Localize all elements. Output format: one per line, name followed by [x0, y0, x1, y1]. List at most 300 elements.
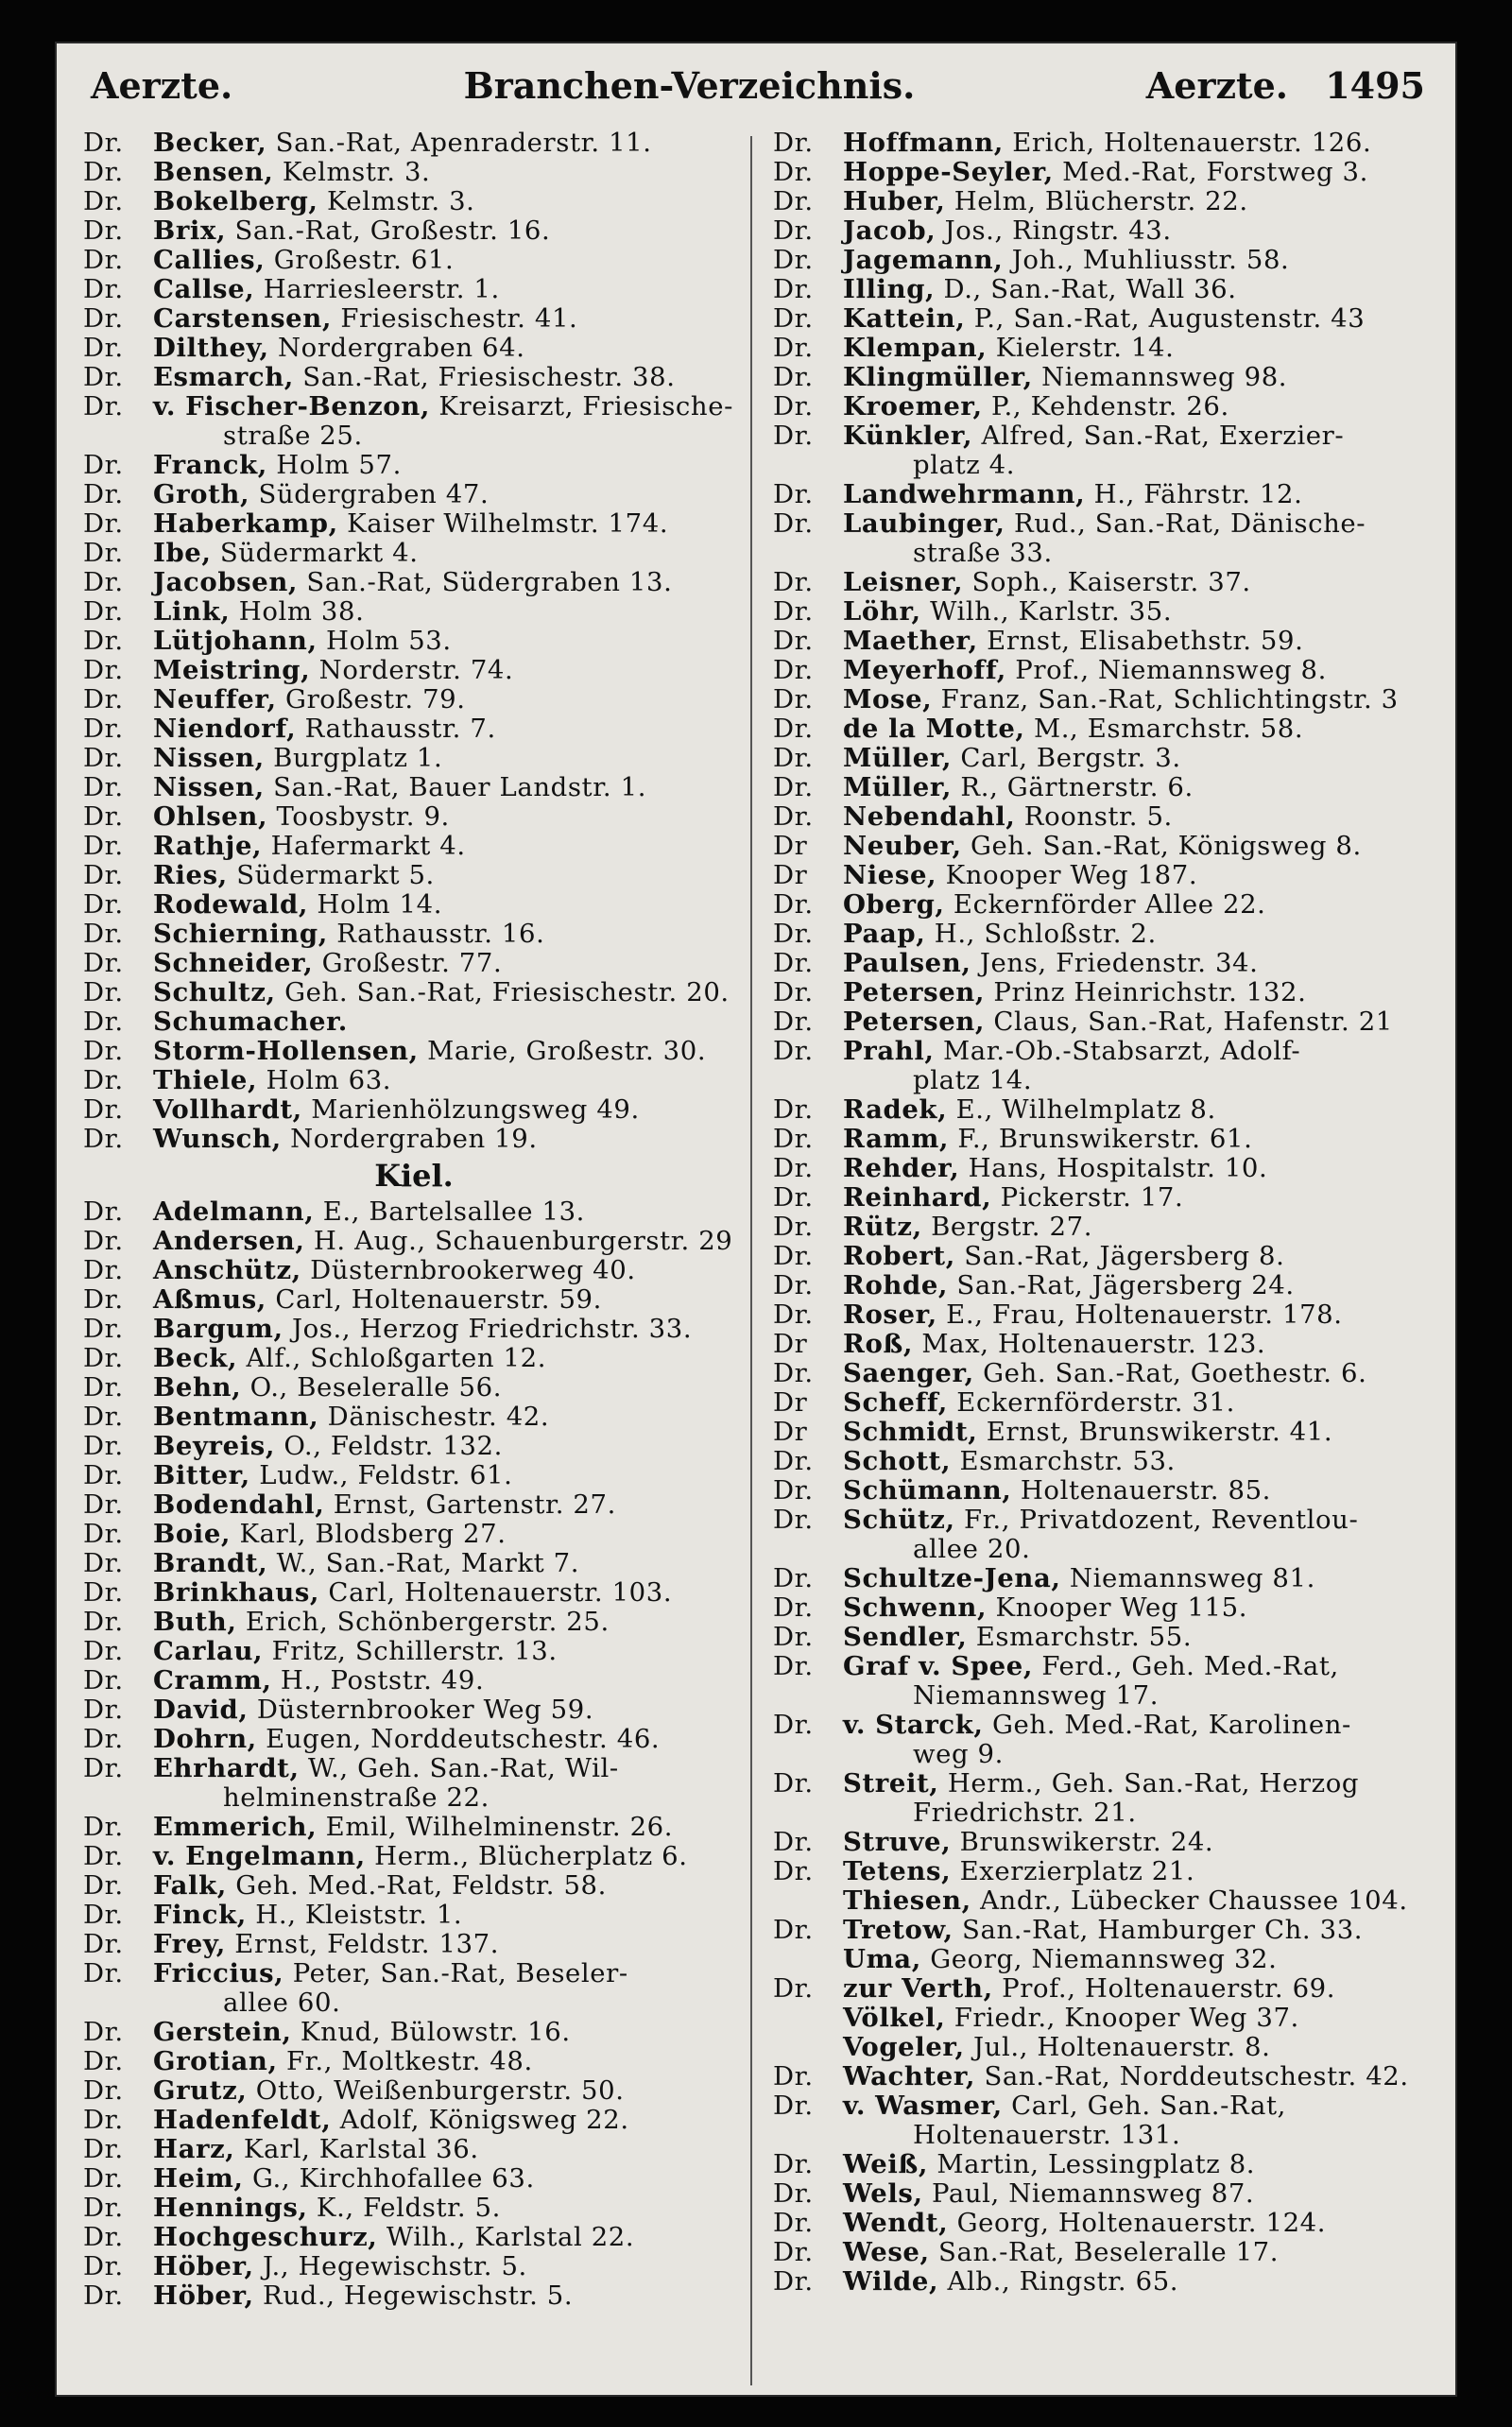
page-header — [91, 49, 1425, 121]
directory-entry — [773, 2179, 1435, 2209]
entry-address: Herm., Geh. San.-Rat, Herzog — [938, 1768, 1360, 1799]
entry-title: Dr. — [83, 2251, 124, 2281]
entry-title: Dr. — [83, 1841, 124, 1871]
entry-title: Dr. — [773, 215, 814, 246]
directory-entry — [83, 1959, 745, 2018]
entry-address: Carl, Holtenauerstr. 59. — [266, 1284, 602, 1315]
entry-name: Ramm, — [843, 1124, 950, 1154]
entry-title: Dr. — [83, 2046, 124, 2076]
entry-title: Dr. — [773, 508, 814, 539]
entry-title: Dr. — [773, 1300, 814, 1330]
directory-entry — [83, 1066, 745, 1095]
directory-entry — [773, 1154, 1435, 1183]
entry-title: Dr. — [83, 1665, 124, 1695]
directory-entry — [773, 129, 1435, 158]
entry-name: Rütz, — [843, 1212, 922, 1242]
directory-entry — [83, 1637, 745, 1666]
directory-entry — [83, 714, 745, 744]
header-title: Branchen-Verzeichnis. — [463, 63, 916, 107]
entry-address: Exerzierplatz 21. — [951, 1856, 1195, 1886]
entry-name: Schultze-Jena, — [843, 1563, 1061, 1593]
entry-title: Dr. — [83, 626, 124, 656]
header-section-label: Aerzte. — [91, 63, 233, 107]
entry-address: Knooper Weg 187. — [936, 860, 1198, 890]
entry-name: Storm-Hollensen, — [153, 1036, 419, 1066]
entry-address: Ernst, Elisabethstr. 59. — [977, 626, 1304, 656]
entry-address: E., Wilhelmplatz 8. — [947, 1094, 1216, 1125]
directory-entry — [83, 2047, 745, 2076]
entry-title: Dr. — [773, 714, 814, 744]
entry-name: Lütjohann, — [153, 626, 318, 656]
directory-entry — [83, 1901, 745, 1930]
entry-title: Dr. — [773, 274, 814, 304]
entry-title: Dr. — [773, 1768, 814, 1799]
entry-address: San.-Rat, Südergraben 13. — [298, 567, 673, 597]
entry-address: Esmarchstr. 55. — [967, 1622, 1193, 1652]
entry-name: Bokelberg, — [153, 186, 318, 216]
entry-address: H., Kleiststr. 1. — [246, 1900, 463, 1930]
directory-entry — [773, 1828, 1435, 1857]
entry-name: Hadenfeldt, — [153, 2105, 332, 2135]
entry-name: Wels, — [843, 2178, 923, 2209]
entry-address: F., Brunswikerstr. 61. — [949, 1124, 1253, 1154]
entry-name: Grutz, — [153, 2075, 248, 2106]
entry-title: Dr. — [83, 1548, 124, 1578]
entry-title: Dr. — [83, 1065, 124, 1095]
entry-title: Dr. — [83, 1036, 124, 1066]
entry-name: Rehder, — [843, 1153, 960, 1183]
entry-title: Dr. — [773, 333, 814, 363]
entry-name: Frey, — [153, 1929, 226, 1959]
directory-entry — [83, 187, 745, 216]
directory-entry — [83, 451, 745, 480]
entry-name: Petersen, — [843, 977, 986, 1007]
entry-address: Bergstr. 27. — [921, 1212, 1093, 1242]
entry-name: Emmerich, — [153, 1812, 318, 1842]
entry-title: Dr — [773, 831, 808, 861]
entry-address: Ferd., Geh. Med.-Rat, — [1033, 1651, 1339, 1681]
entry-title: Dr. — [773, 245, 814, 275]
entry-address: Holm 63. — [257, 1065, 392, 1095]
entry-title: Dr — [773, 860, 808, 890]
directory-entry — [83, 1432, 745, 1461]
entry-title: Dr. — [773, 2208, 814, 2238]
entry-name: Künkler, — [843, 421, 973, 451]
entry-name: Petersen, — [843, 1007, 986, 1037]
directory-entry — [773, 1271, 1435, 1300]
directory-entry — [773, 1506, 1435, 1564]
directory-entry — [773, 2091, 1435, 2150]
entry-name: Link, — [153, 596, 231, 627]
directory-entry — [83, 2106, 745, 2135]
entry-address: Karl, Blodsberg 27. — [231, 1519, 507, 1549]
entry-title: Dr. — [83, 1402, 124, 1432]
entry-name: Rodewald, — [153, 889, 309, 920]
entry-address: Pickerstr. 17. — [991, 1182, 1184, 1213]
entry-name: Jacob, — [843, 215, 936, 246]
entry-title: Dr. — [773, 2178, 814, 2209]
entry-title: Dr. — [83, 128, 124, 158]
entry-address: J., Hegewischstr. 5. — [253, 2251, 527, 2281]
entry-address: allee 60. — [223, 1988, 341, 2018]
directory-entry — [83, 158, 745, 187]
entry-address: Fritz, Schillerstr. 13. — [263, 1636, 558, 1666]
entry-address: San.-Rat, Großestr. 16. — [226, 215, 551, 246]
directory-entry — [773, 802, 1435, 832]
entry-address: Ernst, Gartenstr. 27. — [324, 1489, 616, 1520]
entry-address: Rud., Hegewischstr. 5. — [253, 2281, 574, 2311]
directory-entry — [83, 304, 745, 334]
entry-address: O., Beseleralle 56. — [241, 1372, 503, 1403]
entry-title: Dr. — [83, 391, 124, 422]
entry-address: Ernst, Feldstr. 137. — [225, 1929, 500, 1959]
entry-address: Nordergraben 64. — [268, 333, 525, 363]
entry-name: Prahl, — [843, 1036, 935, 1066]
entry-title: Dr. — [83, 2163, 124, 2194]
directory-entry — [83, 1285, 745, 1315]
entry-address: H. Aug., Schauenburgerstr. 29 — [304, 1226, 733, 1256]
directory-entry — [773, 392, 1435, 422]
entry-name: Roser, — [843, 1300, 937, 1330]
entry-name: Dilthey, — [153, 333, 269, 363]
entry-name: Schott, — [843, 1446, 952, 1476]
entry-title: Dr. — [83, 1431, 124, 1461]
entry-title: Dr. — [773, 1827, 814, 1857]
directory-entry — [773, 1330, 1435, 1359]
entry-address: Holm 38. — [230, 596, 365, 627]
entry-address: Dänischestr. 42. — [318, 1402, 550, 1432]
directory-entry — [773, 2267, 1435, 2297]
entry-title: Dr. — [773, 567, 814, 597]
entry-name: Löhr, — [843, 596, 921, 627]
directory-entry — [773, 1037, 1435, 1095]
entry-address: Fr., Privatdozent, Reventlou- — [954, 1505, 1359, 1535]
entry-name: Meyerhoff, — [843, 655, 1006, 685]
directory-entry — [83, 1549, 745, 1578]
entry-title: Dr. — [83, 1372, 124, 1403]
entry-address: Niemannsweg 17. — [913, 1680, 1160, 1711]
entry-name: Paap, — [843, 919, 926, 949]
entry-name: Robert, — [843, 1241, 955, 1271]
directory-entry — [773, 861, 1435, 890]
entry-address: Niemannsweg 98. — [1032, 362, 1288, 392]
directory-entry — [773, 832, 1435, 861]
entry-name: Haberkamp, — [153, 508, 338, 539]
entry-title: Dr. — [773, 2237, 814, 2267]
entry-title: Dr. — [83, 1519, 124, 1549]
entry-title: Dr. — [83, 1958, 124, 1988]
entry-address: San.-Rat, Hamburger Ch. 33. — [953, 1915, 1364, 1945]
entry-name: Carlau, — [153, 1636, 264, 1666]
directory-entry — [773, 890, 1435, 920]
entry-address: M., Esmarchstr. 58. — [1024, 714, 1304, 744]
directory-entry — [773, 1007, 1435, 1037]
entry-title: Dr. — [773, 1036, 814, 1066]
directory-entry — [83, 246, 745, 275]
entry-name: Huber, — [843, 186, 946, 216]
directory-entry — [773, 1857, 1435, 1886]
entry-address: Joh., Muhliusstr. 58. — [1003, 245, 1290, 275]
entry-title: Dr. — [83, 831, 124, 861]
entry-title: Dr. — [83, 2017, 124, 2047]
directory-entry — [773, 158, 1435, 187]
entry-address: Erich, Schönbergerstr. 25. — [236, 1607, 610, 1637]
directory-entry — [773, 568, 1435, 597]
entry-name: Cramm, — [153, 1665, 272, 1695]
entry-name: Andersen, — [153, 1226, 305, 1256]
entry-title: Dr. — [773, 1856, 814, 1886]
entry-name: Boie, — [153, 1519, 232, 1549]
entry-title: Dr. — [773, 684, 814, 714]
directory-entry — [83, 656, 745, 685]
entry-title: Dr. — [773, 1915, 814, 1945]
directory-entry — [83, 1666, 745, 1695]
entry-address: Alf., Schloßgarten 12. — [237, 1343, 547, 1373]
directory-entry — [773, 1242, 1435, 1271]
entry-title: Dr. — [83, 538, 124, 568]
entry-address: allee 20. — [913, 1534, 1031, 1564]
directory-entry — [773, 1886, 1435, 1916]
entry-name: Schwenn, — [843, 1592, 988, 1623]
entry-title: Dr. — [773, 1622, 814, 1652]
entry-title: Dr. — [773, 1094, 814, 1125]
entry-address: Karl, Karlstal 36. — [234, 2134, 479, 2164]
entry-address: Großestr. 77. — [313, 948, 503, 978]
entry-name: Mose, — [843, 684, 933, 714]
entry-title: Dr. — [83, 772, 124, 802]
column-divider — [750, 136, 752, 2385]
entry-name: Carstensen, — [153, 303, 333, 334]
entry-address: Harriesleerstr. 1. — [254, 274, 500, 304]
entry-name: Harz, — [153, 2134, 235, 2164]
entry-address: Kielerstr. 14. — [987, 333, 1175, 363]
directory-page — [55, 42, 1457, 2397]
directory-entry — [773, 1916, 1435, 1945]
entry-name: Schumacher. — [153, 1007, 348, 1037]
directory-entry — [773, 2150, 1435, 2179]
directory-entry — [773, 2062, 1435, 2091]
entry-title: Dr. — [773, 1241, 814, 1271]
entry-name: Laubinger, — [843, 508, 1005, 539]
entry-name: Wachter, — [843, 2061, 976, 2091]
entry-title: Dr. — [83, 714, 124, 744]
entry-title: Dr. — [83, 1577, 124, 1608]
directory-entry — [773, 2209, 1435, 2238]
entry-name: Kroemer, — [843, 391, 983, 422]
entry-address: Jos., Ringstr. 43. — [936, 215, 1172, 246]
directory-entry — [83, 1578, 745, 1608]
directory-entry — [83, 1725, 745, 1754]
directory-entry — [83, 2223, 745, 2252]
entry-address: Alb., Ringstr. 65. — [938, 2266, 1179, 2297]
entry-name: Ohlsen, — [153, 801, 268, 832]
entry-name: Jagemann, — [843, 245, 1004, 275]
entry-name: Ibe, — [153, 538, 212, 568]
header-right-label: Aerzte. — [1145, 63, 1288, 107]
entry-address: Wilh., Karlstal 22. — [377, 2222, 635, 2252]
entry-address: Düsternbrooker Weg 59. — [248, 1695, 594, 1725]
entry-title: Dr. — [83, 1724, 124, 1754]
entry-name: Wilde, — [843, 2266, 939, 2297]
directory-entry — [83, 509, 745, 539]
entry-name: Landwehrmann, — [843, 479, 1086, 509]
entry-address: W., Geh. San.-Rat, Wil- — [299, 1753, 619, 1783]
entry-name: Finck, — [153, 1900, 247, 1930]
entry-name: Buth, — [153, 1607, 237, 1637]
entry-name: Rathje, — [153, 831, 263, 861]
directory-entry — [773, 1388, 1435, 1418]
entry-name: Dohrn, — [153, 1724, 257, 1754]
entry-address: H., Poststr. 49. — [271, 1665, 485, 1695]
entry-name: Franck, — [153, 450, 267, 480]
directory-entry — [83, 1842, 745, 1871]
directory-entry — [773, 920, 1435, 949]
entry-address: Hafermarkt 4. — [262, 831, 466, 861]
entry-name: v. Wasmer, — [843, 2091, 1003, 2121]
entry-title: Dr. — [773, 479, 814, 509]
entry-name: Roß, — [843, 1329, 914, 1359]
entry-title: Dr. — [83, 801, 124, 832]
directory-entry — [83, 1373, 745, 1403]
entry-title: Dr. — [83, 303, 124, 334]
entry-address: Roonstr. 5. — [1015, 801, 1173, 832]
entry-address: Carl, Holtenauerstr. 103. — [319, 1577, 673, 1608]
entry-name: Graf v. Spee, — [843, 1651, 1034, 1681]
entry-title: Dr. — [773, 362, 814, 392]
entry-name: Neuffer, — [153, 684, 277, 714]
entry-address: Friedrichstr. 21. — [913, 1798, 1137, 1828]
entry-name: Kattein, — [843, 303, 966, 334]
entry-address: San.-Rat, Bauer Landstr. 1. — [264, 772, 647, 802]
entry-title: Dr. — [773, 1153, 814, 1183]
entry-title: Dr. — [83, 2193, 124, 2223]
entry-title: Dr. — [773, 186, 814, 216]
entry-address: Hans, Hospitalstr. 10. — [959, 1153, 1268, 1183]
entry-address: Jos., Herzog Friedrichstr. 33. — [283, 1314, 693, 1344]
directory-entry — [83, 978, 745, 1007]
directory-entry — [773, 656, 1435, 685]
entry-title: Dr. — [773, 1973, 814, 2004]
header-right — [1146, 64, 1425, 107]
directory-entry — [83, 1871, 745, 1901]
entry-name: Schütz, — [843, 1505, 955, 1535]
entry-name: Becker, — [153, 128, 267, 158]
entry-address: Kreisarzt, Friesische- — [430, 391, 733, 422]
entry-address: Fr., Moltkestr. 48. — [277, 2046, 533, 2076]
directory-entry — [83, 480, 745, 509]
entry-title: Dr. — [83, 2075, 124, 2106]
entry-name: Meistring, — [153, 655, 311, 685]
entry-name: Schultz, — [153, 977, 276, 1007]
directory-entry — [83, 568, 745, 597]
entry-address: Ernst, Brunswikerstr. 41. — [977, 1417, 1333, 1447]
directory-entry — [83, 920, 745, 949]
entry-address: Carl, Geh. San.-Rat, — [1002, 2091, 1286, 2121]
directory-entry — [773, 1213, 1435, 1242]
entry-name: Müller, — [843, 772, 953, 802]
entry-title: Dr. — [773, 2091, 814, 2121]
entry-address: K., Feldstr. 5. — [307, 2193, 501, 2223]
entry-name: Maether, — [843, 626, 978, 656]
entry-name: Weiß, — [843, 2149, 929, 2179]
entry-name: Bensen, — [153, 157, 274, 187]
entry-name: Callies, — [153, 245, 266, 275]
entry-title: Dr. — [773, 655, 814, 685]
entry-address: Knooper Weg 115. — [987, 1592, 1248, 1623]
entry-title: Dr. — [773, 1505, 814, 1535]
entry-address: Großestr. 61. — [265, 245, 455, 275]
entry-address: Düsternbrookerweg 40. — [301, 1255, 636, 1285]
entry-name: Ehrhardt, — [153, 1753, 300, 1783]
directory-entry — [83, 1403, 745, 1432]
directory-entry — [773, 363, 1435, 392]
entry-title: Dr. — [83, 245, 124, 275]
entry-name: Heim, — [153, 2163, 244, 2194]
entry-title: Dr. — [83, 1343, 124, 1373]
entry-address: Prinz Heinrichstr. 132. — [985, 977, 1307, 1007]
directory-entry — [83, 949, 745, 978]
entry-title: Dr. — [773, 772, 814, 802]
entry-address: Südermarkt 5. — [227, 860, 435, 890]
entry-address: Wilh., Karlstr. 35. — [920, 596, 1173, 627]
entry-address: Rud., San.-Rat, Dänische- — [1005, 508, 1366, 539]
entry-address: platz 14. — [913, 1065, 1033, 1095]
entry-title: Dr. — [773, 1475, 814, 1506]
entry-address: Erich, Holtenauerstr. 126. — [1003, 128, 1372, 158]
directory-entry — [83, 861, 745, 890]
entry-title: Dr. — [83, 362, 124, 392]
directory-entry — [83, 832, 745, 861]
directory-entry — [83, 275, 745, 304]
page-number: 1495 — [1325, 63, 1425, 107]
entry-name: Hoppe-Seyler, — [843, 157, 1054, 187]
entry-name: de la Motte, — [843, 714, 1025, 744]
entry-title: Dr. — [83, 1929, 124, 1959]
directory-entry — [773, 1095, 1435, 1125]
entry-name: Neuber, — [843, 831, 962, 861]
directory-entry — [773, 1447, 1435, 1476]
entry-name: Beck, — [153, 1343, 238, 1373]
entry-title: Dr — [773, 1329, 808, 1359]
entry-address: Marie, Großestr. 30. — [418, 1036, 707, 1066]
entry-name: Völkel, — [843, 2003, 946, 2033]
entry-address: San.-Rat, Apenraderstr. 11. — [266, 128, 652, 158]
directory-entry — [773, 275, 1435, 304]
entry-name: Callse, — [153, 274, 255, 304]
directory-entry — [773, 480, 1435, 509]
entry-name: Tetens, — [843, 1856, 952, 1886]
entry-address: platz 4. — [913, 450, 1016, 480]
entry-name: Sendler, — [843, 1622, 968, 1652]
entry-title: Dr. — [83, 1636, 124, 1666]
entry-address: Brunswikerstr. 24. — [951, 1827, 1214, 1857]
directory-entry — [83, 1813, 745, 1842]
entry-title: Dr. — [773, 2061, 814, 2091]
entry-name: Hennings, — [153, 2193, 308, 2223]
entry-title: Dr — [773, 1387, 808, 1418]
entry-name: Tretow, — [843, 1915, 954, 1945]
entry-name: Nissen, — [153, 743, 265, 773]
entry-address: G., Kirchhofallee 63. — [243, 2163, 535, 2194]
directory-entry — [773, 744, 1435, 773]
directory-entry — [773, 2033, 1435, 2062]
entry-address: Friedr., Knooper Weg 37. — [945, 2003, 1299, 2033]
entry-name: Klingmüller, — [843, 362, 1033, 392]
directory-entry — [773, 334, 1435, 363]
entry-address: Helm, Blücherstr. 22. — [945, 186, 1248, 216]
entry-name: Höber, — [153, 2281, 254, 2311]
entry-name: Paulsen, — [843, 948, 971, 978]
